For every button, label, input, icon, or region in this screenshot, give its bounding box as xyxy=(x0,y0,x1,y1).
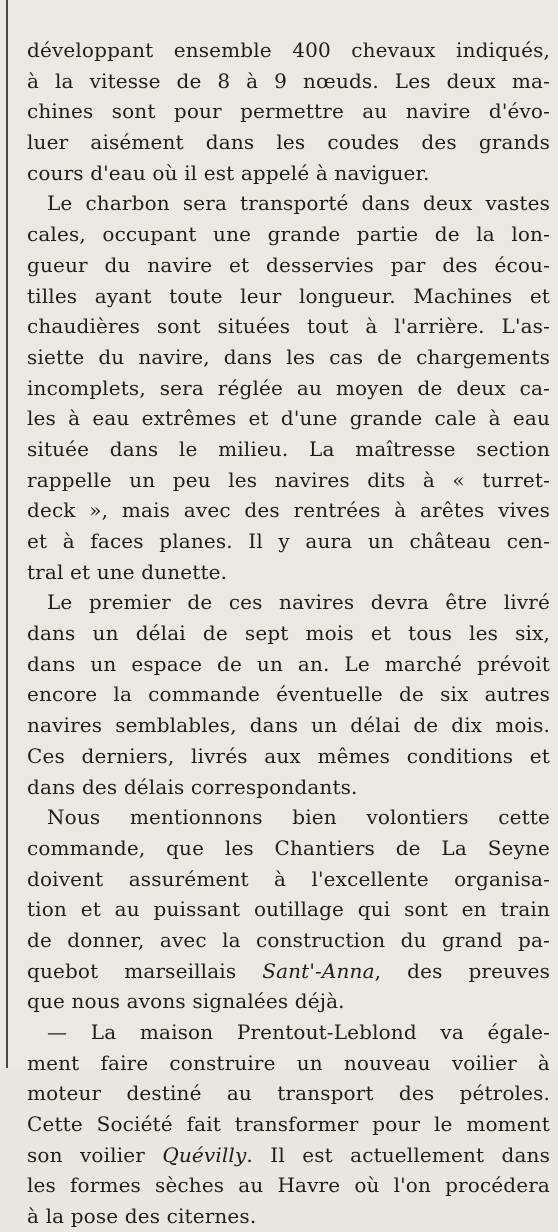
text-line: cales, occupant une grande partie de la lon- xyxy=(27,222,550,247)
ship-name-italic: Sant'-Anna xyxy=(262,958,375,983)
text-line: tral et une dunette. xyxy=(27,559,228,584)
text-line: les à eau extrêmes et d'une grande cale à eau xyxy=(27,406,550,431)
text-line: Nous mentionnons bien volontiers cette xyxy=(47,805,550,830)
paragraph xyxy=(27,802,550,1017)
text-line: chaudières sont situées tout à l'arrière. L'as- xyxy=(27,314,550,339)
text-line: siette du navire, dans les cas de chargements xyxy=(27,344,550,369)
text-line: doivent assurément à l'excellente organisa- xyxy=(27,866,550,891)
text-line: les formes sèches au Havre où l'on procédera xyxy=(27,1173,550,1198)
text-line: navires semblables, dans un délai de dix mois. xyxy=(27,713,550,738)
text-line: gueur du navire et desservies par des écou- xyxy=(27,252,550,277)
text-segment: quebot marseillais xyxy=(27,958,263,983)
text-line: et à faces planes. Il y aura un château cen- xyxy=(27,529,550,553)
text-line: Ces derniers, livrés aux mêmes conditions et xyxy=(27,743,550,768)
paragraph xyxy=(27,1017,550,1232)
text-line: Le charbon sera transporté dans deux vastes xyxy=(47,191,550,216)
text-line-with-ship-name xyxy=(27,1140,550,1171)
text-line: commande, que les Chantiers de La Seyne xyxy=(27,835,550,860)
text-line: à la vitesse de 8 à 9 nœuds. Les deux ma- xyxy=(27,68,550,93)
text-line: dans un délai de sept mois et tous les six, xyxy=(27,621,550,646)
text-line-with-ship-name xyxy=(27,956,550,987)
text-line: développant ensemble 400 chevaux indiqués, xyxy=(27,38,550,62)
text-line: ment faire construire un nouveau voilier à xyxy=(27,1050,550,1075)
text-line: tion et au puissant outillage qui sont en train xyxy=(27,897,550,922)
text-line: située dans le milieu. La maîtresse section xyxy=(27,436,550,461)
text-line: que nous avons signalées déjà. xyxy=(27,989,345,1014)
text-line: de donner, avec la construction du grand pa- xyxy=(27,927,550,952)
text-segment: . Il est actuellement dans xyxy=(246,1142,550,1167)
paragraph xyxy=(27,587,550,802)
text-line: dans un espace de un an. Le marché prévoit xyxy=(27,651,550,676)
text-line: incomplets, sera réglée au moyen de deux ca- xyxy=(27,375,550,400)
column-divider-rule xyxy=(6,0,8,1068)
text-line: Le premier de ces navires devra être livré xyxy=(47,590,550,615)
text-segment: , des preuves xyxy=(374,958,550,983)
text-line: luer aisément dans les coudes des grands xyxy=(27,130,550,155)
text-segment: son voilier xyxy=(27,1142,163,1167)
text-line: — La maison Prentout-Leblond va égale- xyxy=(47,1020,550,1044)
ship-name-italic: Quévilly xyxy=(162,1142,247,1167)
text-line: cours d'eau où il est appelé à naviguer. xyxy=(27,160,430,185)
text-line: moteur destiné au transport des pétroles. xyxy=(27,1081,550,1106)
text-line: à la pose des citernes. xyxy=(27,1204,257,1229)
text-line: deck », mais avec des rentrées à arêtes vives xyxy=(27,498,550,523)
text-line: tilles ayant toute leur longueur. Machines et xyxy=(27,283,550,308)
paragraph xyxy=(27,188,550,587)
text-line: chines sont pour permettre au navire d'évo- xyxy=(27,99,550,124)
paragraph xyxy=(27,35,550,188)
text-line: encore la commande éventuelle de six autres xyxy=(27,682,550,707)
text-line: Cette Société fait transformer pour le moment xyxy=(27,1112,550,1137)
text-line: dans des délais correspondants. xyxy=(27,774,358,799)
text-line: rappelle un peu les navires dits à « turret- xyxy=(27,467,550,492)
article-column xyxy=(27,35,550,1232)
